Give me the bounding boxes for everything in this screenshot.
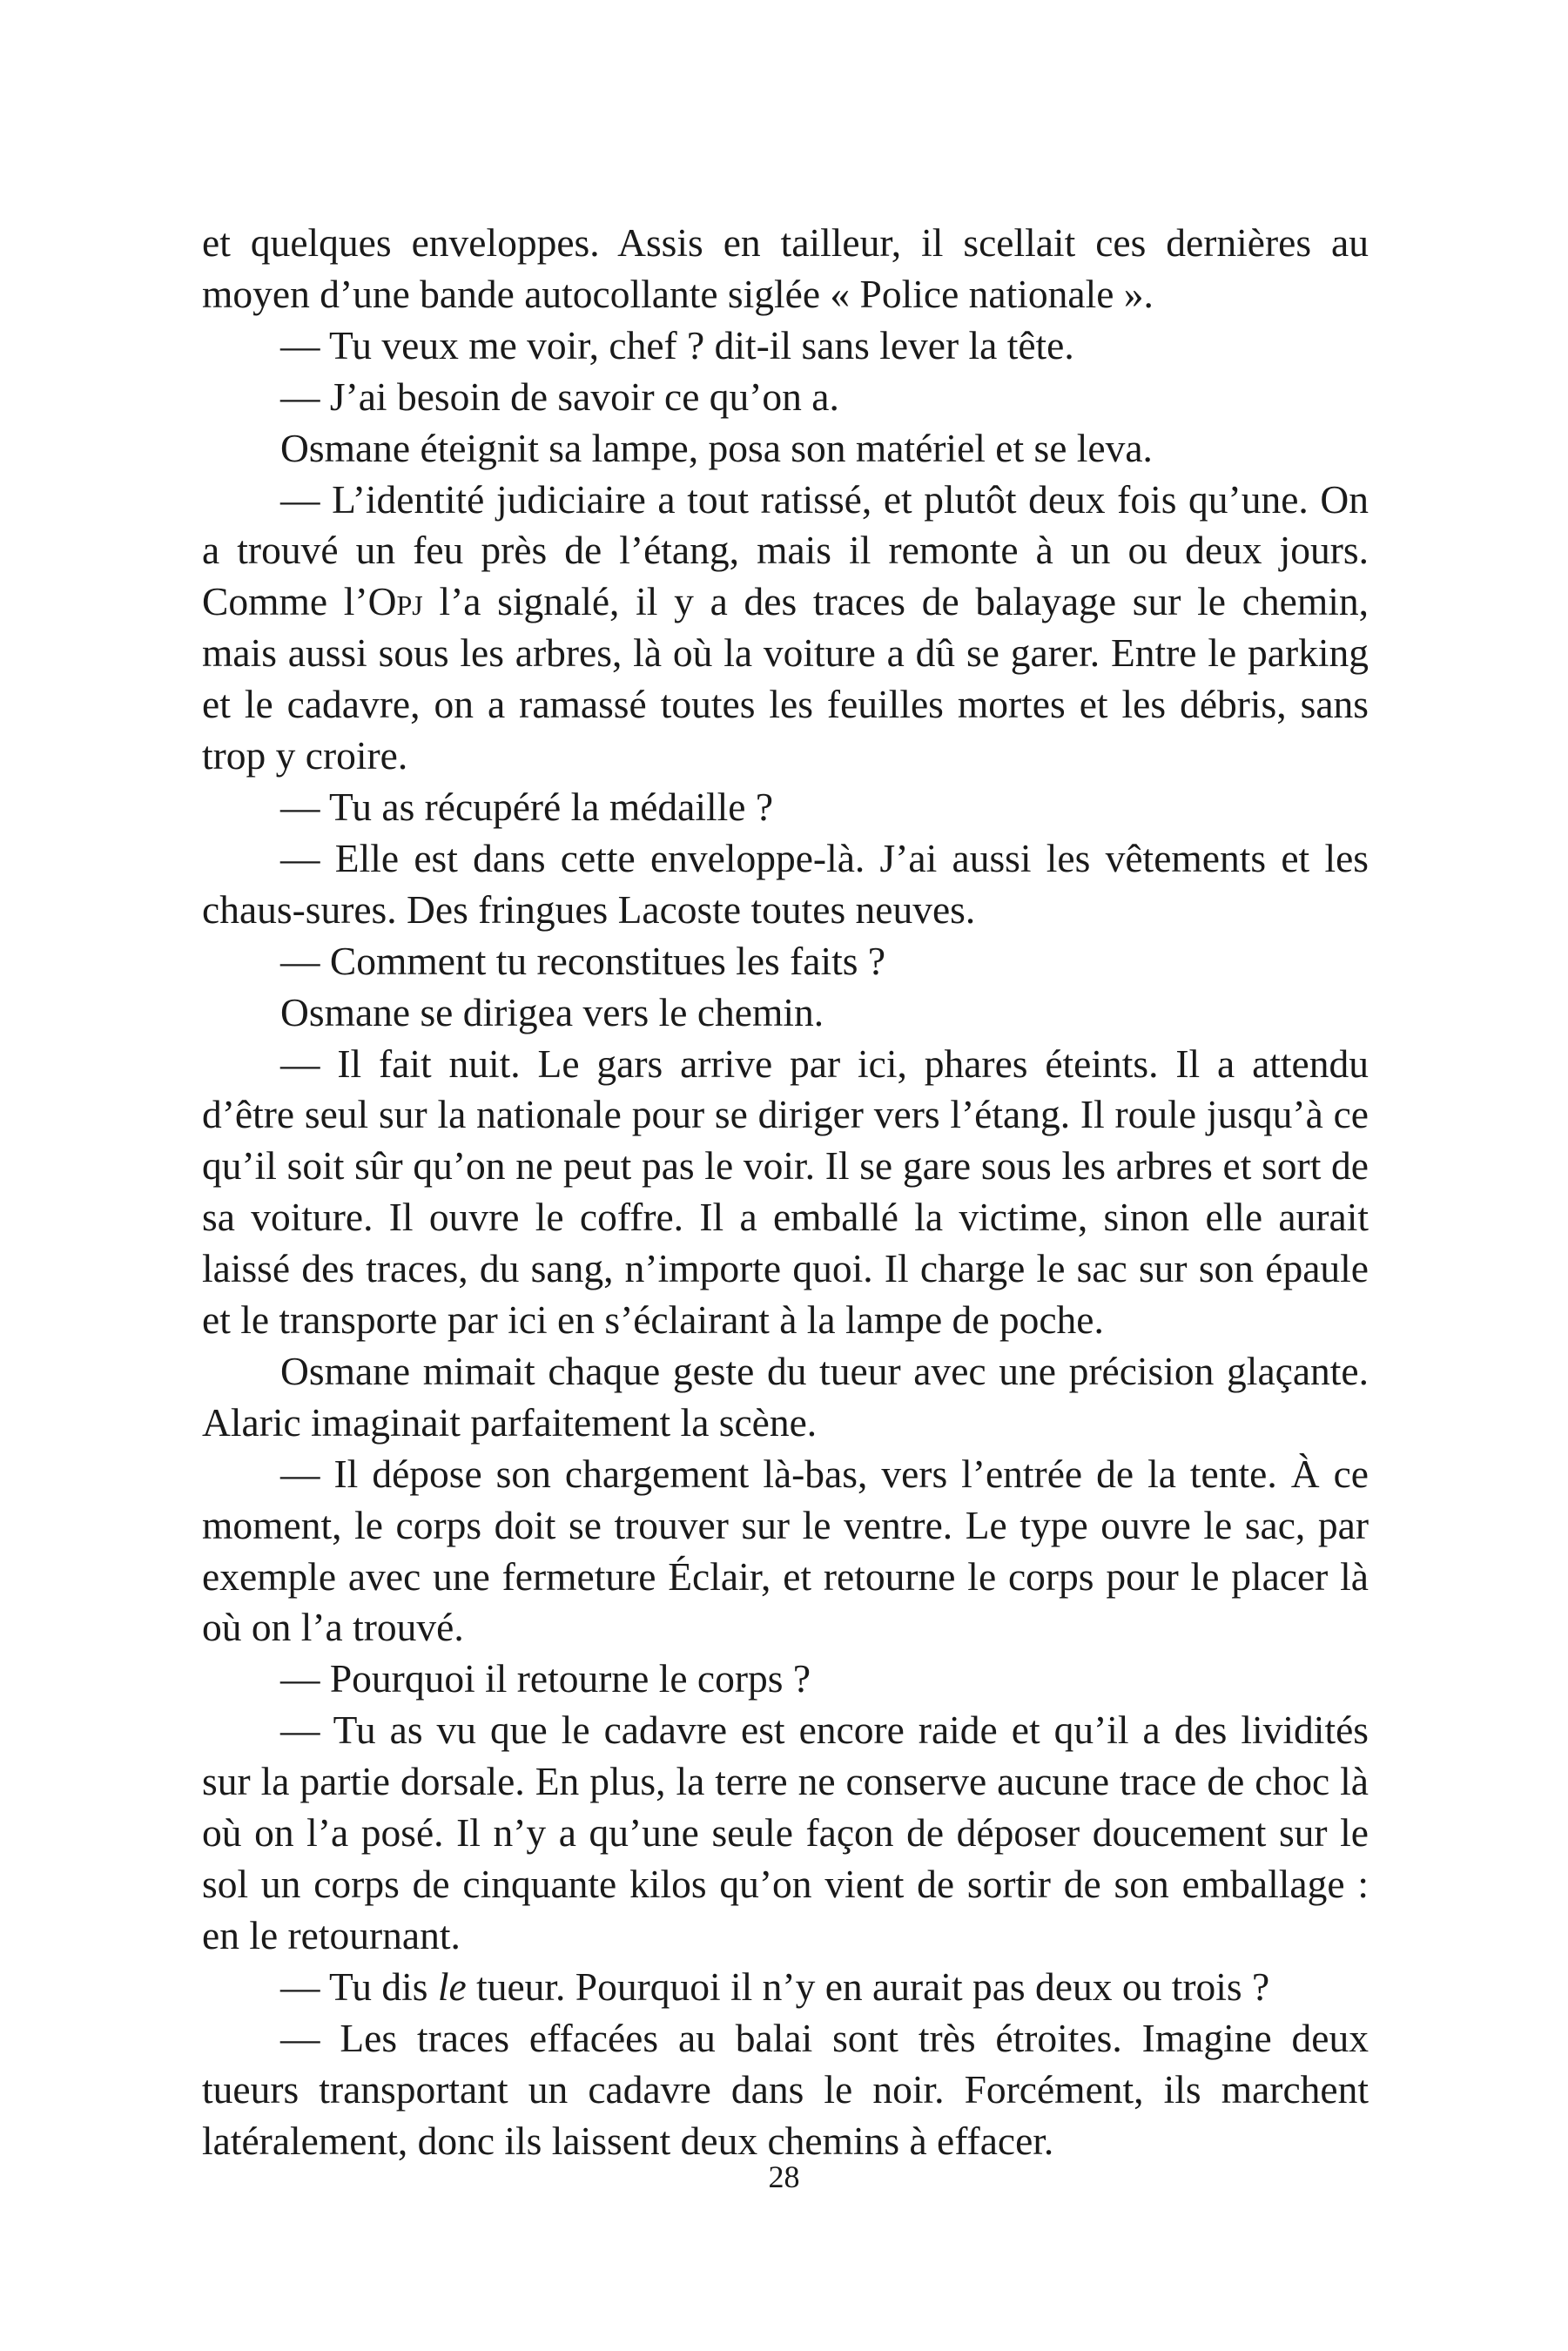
text-segment: — Tu dis [280,1964,438,2009]
text-segment: — Tu as vu que le cadavre est encore raide et qu’il a des lividités sur la partie dorsale. En plus, la terre ne conserve aucune trace de choc là où on l’a posé. Il n’y a qu’une seule façon de déposer doucement sur le sol un corps de cinquante kilos qu’on vient de sortir de son emballage : en le retournant. [202,1708,1369,1957]
paragraph [202,1346,1369,1449]
paragraph [202,1705,1369,1962]
paragraph [202,1654,1369,1705]
text-segment: tueur. Pourquoi il n’y en aurait pas deux ou trois ? [466,1964,1270,2009]
text-segment: Osmane éteignit sa lampe, posa son matériel et se leva. [280,425,1153,470]
body-text [202,218,1369,2166]
paragraph [202,475,1369,782]
paragraph [202,1039,1369,1346]
small-caps-text: Opj [367,579,423,624]
text-segment: l’a signalé, il y a des traces de balayage sur le chemin, mais aussi sous les arbres, là où la voiture a dû se garer. Entre le parking et le cadavre, on a ramassé toutes les feuilles mortes et les débris, sans trop y croire. [202,579,1369,778]
paragraph [202,218,1369,320]
text-segment: — Il dépose son chargement là-bas, vers l’entrée de la tente. À ce moment, le corps doit se trouver sur le ventre. Le type ouvre le sac, par exemple avec une fermeture Éclair, et retourne le corps pour le placer là où on l’a trouvé. [202,1451,1369,1650]
paragraph [202,320,1369,372]
text-segment: — Il fait nuit. Le gars arrive par ici, phares éteints. Il a attendu d’être seul sur la nationale pour se diriger vers l’étang. Il roule jusqu’à ce qu’il soit sûr qu’on ne peut pas le voir. Il se gare sous les arbres et sort de sa voiture. Il ouvre le coffre. Il a emballé la victime, sinon elle aurait laissé des traces, du sang, n’importe quoi. Il charge le sac sur son épaule et le transporte par ici en s’éclairant à la lampe de poche. [202,1041,1369,1343]
text-segment: — Tu veux me voir, chef ? dit-il sans lever la tête. [280,322,1074,367]
paragraph [202,833,1369,936]
text-segment: et quelques enveloppes. Assis en tailleur, il scellait ces dernières au moyen d’une bande autocollante siglée « Police nationale ». [202,220,1369,316]
text-segment: — L’identité judiciaire a tout ratissé, et plutôt deux fois qu’une. On a trouvé un feu près de l’étang, mais il remonte à un ou deux jours. Comme l’ [202,476,1369,624]
text-segment: — J’ai besoin de savoir ce qu’on a. [280,374,839,419]
text-segment: — Elle est dans cette enveloppe-là. J’ai aussi les vêtements et les chaus-sures. Des fringues Lacoste toutes neuves. [202,835,1369,932]
italic-text: le [437,1964,467,2009]
text-segment: Osmane mimait chaque geste du tueur avec une précision glaçante. Alaric imaginait parfaitement la scène. [202,1348,1369,1445]
paragraph [202,936,1369,987]
page-number: 28 [768,2159,800,2194]
text-segment: — Comment tu reconstitues les faits ? [280,938,886,983]
text-segment: — Les traces effacées au balai sont très étroites. Imagine deux tueurs transportant un cadavre dans le noir. Forcément, ils marchent latéralement, donc ils laissent deux chemins à effacer. [202,2015,1369,2163]
paragraph [202,2013,1369,2167]
text-segment: — Tu as récupéré la médaille ? [280,784,774,829]
text-segment: — Pourquoi il retourne le corps ? [280,1656,811,1701]
paragraph [202,987,1369,1039]
text-segment: Osmane se dirigea vers le chemin. [280,989,824,1034]
paragraph [202,1962,1369,2013]
paragraph [202,372,1369,423]
paragraph [202,782,1369,833]
paragraph [202,423,1369,475]
paragraph [202,1449,1369,1654]
